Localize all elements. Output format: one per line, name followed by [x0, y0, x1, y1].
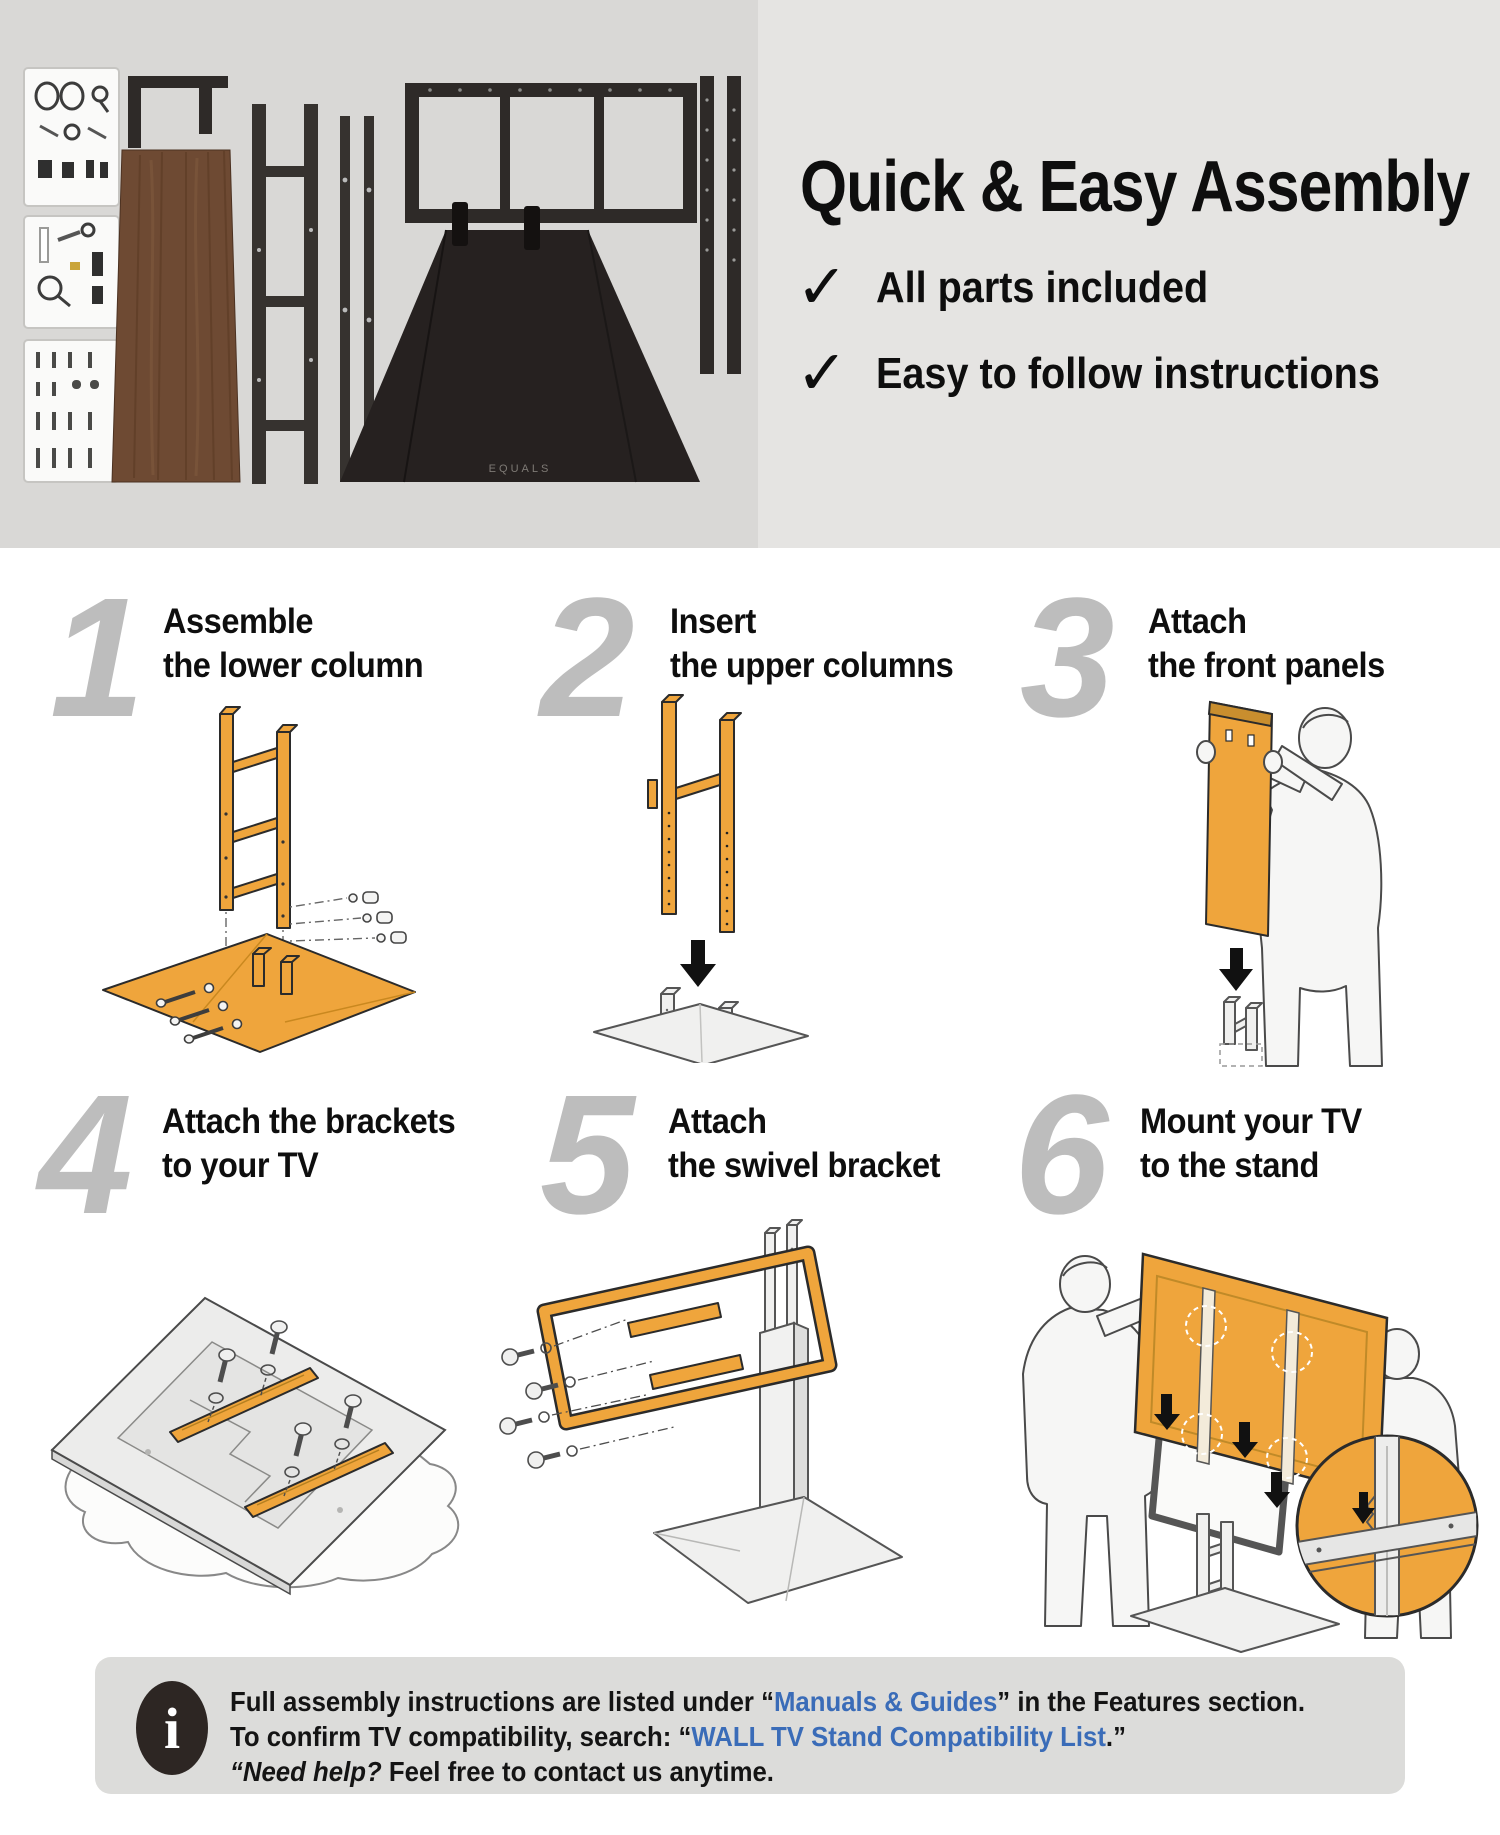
- hero-title: Quick & Easy Assembly: [800, 147, 1470, 227]
- step-5-title-line2: the swivel bracket: [668, 1146, 941, 1185]
- checkmark-icon: ✓: [796, 253, 848, 322]
- front-panel: [1197, 702, 1282, 936]
- step-2-title-line1: Insert: [670, 602, 756, 641]
- step-2-title-line2: the upper columns: [670, 646, 954, 685]
- step-3-title-line1: Attach: [1148, 602, 1247, 641]
- wood-plank-part: [112, 150, 240, 482]
- step-3-number: 3: [1020, 563, 1109, 753]
- step-6-title: [1140, 1100, 1362, 1188]
- step-5-illustration: [478, 1215, 908, 1605]
- stand-base: [654, 1497, 902, 1603]
- step-2-illustration: [542, 688, 882, 1063]
- step-4-illustration: [40, 1280, 470, 1600]
- step-1-title: [163, 600, 423, 688]
- step-5-title-line1: Attach: [668, 1102, 767, 1141]
- bracket-screws: [500, 1319, 674, 1468]
- detail-inset: [1297, 1436, 1477, 1616]
- parts-photo-art: [0, 0, 758, 548]
- footer-line-1-post: ” in the Features section.: [997, 1686, 1306, 1717]
- down-arrow-icon: [680, 940, 716, 987]
- manuals-guides-link: Manuals & Guides: [773, 1686, 998, 1717]
- step-6-title-line2: to the stand: [1140, 1146, 1319, 1185]
- footer-line-2: [230, 1719, 1126, 1754]
- step-3-illustration: [1140, 688, 1400, 1068]
- step-1-title-line2: the lower column: [163, 646, 424, 685]
- step-4-title-line1: Attach the brackets: [162, 1102, 456, 1141]
- step-2-number: 2: [540, 563, 629, 753]
- brand-label: EQUALS: [488, 463, 552, 475]
- step-6-number: 6: [1014, 1060, 1103, 1250]
- hero-bullet-2: [796, 339, 1436, 408]
- footer-line-1: [230, 1684, 1305, 1719]
- info-icon-glyph: i: [163, 1695, 181, 1761]
- footer-line-1-pre: Full assembly instructions are listed under “: [230, 1686, 774, 1717]
- step-4-number: 4: [38, 1060, 127, 1250]
- step-6-title-line1: Mount your TV: [1140, 1102, 1362, 1141]
- footer-line-2-pre: To confirm TV compatibility, search: “: [230, 1721, 692, 1752]
- step-3-title-line2: the front panels: [1148, 646, 1385, 685]
- down-arrow-icon: [1219, 948, 1253, 991]
- footer-line-3-italic: “Need help?: [230, 1756, 382, 1787]
- base-plate: [103, 934, 415, 1052]
- hero-bullet-1-label: All parts included: [875, 263, 1209, 312]
- step-5-number: 5: [540, 1060, 629, 1250]
- lower-column-top: [1220, 997, 1262, 1066]
- step-2-title: [670, 600, 953, 688]
- step-4-title: [162, 1100, 455, 1188]
- step-5-title: [668, 1100, 940, 1188]
- footer-line-3-rest: Feel free to contact us anytime.: [381, 1756, 774, 1787]
- hero-bullet-2-label: Easy to follow instructions: [875, 349, 1380, 398]
- stand-base: [594, 1004, 808, 1063]
- step-4-title-line2: to your TV: [162, 1146, 319, 1185]
- hero-bullet-1: [796, 253, 1245, 322]
- bolt-set: [349, 892, 406, 943]
- step-6-illustration: [935, 1196, 1495, 1654]
- step-1-title-line1: Assemble: [163, 602, 314, 641]
- info-icon: [136, 1681, 208, 1775]
- step-3-title: [1148, 600, 1385, 688]
- hardware-card-2: [24, 216, 119, 328]
- lower-column-ladder: [220, 707, 297, 928]
- step-1-illustration: [85, 692, 425, 1057]
- hardware-card-3: [24, 340, 119, 482]
- compatibility-list-link: WALL TV Stand Compatibility List: [691, 1721, 1106, 1752]
- hardware-card-1: [24, 68, 119, 206]
- parts-photo: [0, 0, 758, 548]
- checkmark-icon: ✓: [796, 339, 848, 408]
- footer-line-3: [230, 1754, 774, 1789]
- step-1-number: 1: [50, 563, 139, 753]
- upper-columns: [648, 695, 741, 932]
- footer-line-2-post: .”: [1105, 1721, 1126, 1752]
